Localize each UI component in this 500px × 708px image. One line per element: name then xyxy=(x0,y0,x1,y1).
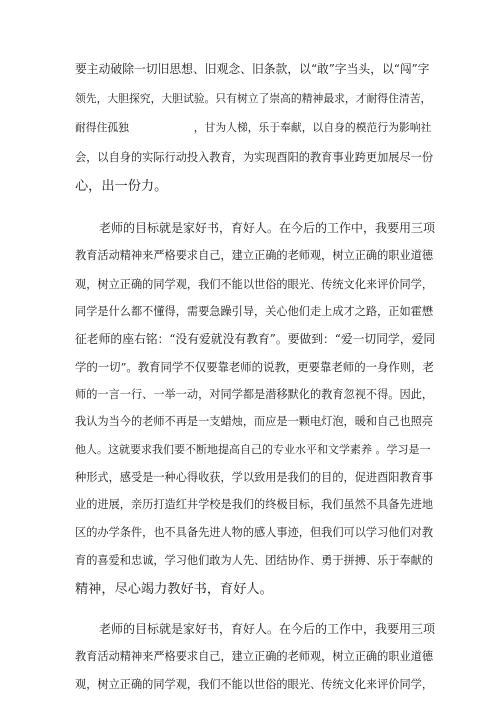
text-line: 观，树立正确的同学观，我们不能以世俗的眼光、传统文化来评价同学， xyxy=(75,278,434,291)
text-line: 他人。这就要求我们要不断地提高自己的专业水平和文学素养 。学习是一 xyxy=(75,443,431,456)
text-line: 观，树立正确的同学观，我们不能以世俗的眼光、传统文化来评价同学， xyxy=(75,678,434,691)
text-line: 业的进展，亲历打造红井学校是我们的终极目标，我们虽然不具备先进地 xyxy=(75,498,434,511)
text-line: 老师的目标就是家好书，育好人。在今后的工作中，我要用三项 xyxy=(75,622,436,636)
text-line: 精神，尽心竭力教好书，育好人。 xyxy=(75,582,273,597)
text-line: 学的一切”。教育同学不仅要靠老师的说教，更要靠老师的一身作则，老 xyxy=(75,360,434,374)
text-line: 征老师的座右铭：“没有爱就没有教育”。要做到：“爱一切同学，爱同 xyxy=(75,332,436,346)
text-line: 心，出一份力。 xyxy=(75,179,168,194)
text-line: 耐得住孤独 ，甘为人梯，乐于奉献，以自身的模范行为影响社 xyxy=(75,121,432,134)
text-line: 领先，大胆探究，大胆试验。只有树立了崇高的精神最求，才耐得住清苦， xyxy=(75,92,432,105)
text-line: 教育活动精神来严格要求自己，建立正确的老师观，树立正确的职业道德 xyxy=(75,650,434,663)
text-line: 老师的目标就是家好书，育好人。在今后的工作中，我要用三项 xyxy=(75,221,436,235)
text-line: 师的一言一行、一举一动，对同学都是潜移默化的教育忽视不得。因此， xyxy=(75,388,434,401)
text-line: 我认为当今的老师不再是一支蜡烛，而应是一颗电灯泡，暖和自己也照亮 xyxy=(75,415,434,428)
text-line: 教育活动精神来严格要求自己，建立正确的老师观，树立正确的职业道德 xyxy=(75,249,434,262)
text-line: 会，以自身的实际行动投入教育，为实现酉阳的教育事业跨更加展尽一份 xyxy=(75,151,434,164)
text-line: 同学是什么都不懂得，需要急躁引导，关心他们走上成才之路，正如霍懋 xyxy=(75,305,434,318)
text-line: 种形式，感受是一种心得收获，学以致用是我们的目的，促进酉阳教育事 xyxy=(75,471,434,484)
text-line: 区的办学条件，也不具备先进人物的感人事迹，但我们可以学习他们对教 xyxy=(75,526,434,539)
text-line: 育的喜爱和忠诚，学习他们敢为人先、团结协作、勇于拼搏、乐于奉献的 xyxy=(75,554,434,567)
text-line: 要主动破除一切旧思想、旧观念、旧条款，以“敢”字当头，以“闯”字 xyxy=(75,62,430,76)
